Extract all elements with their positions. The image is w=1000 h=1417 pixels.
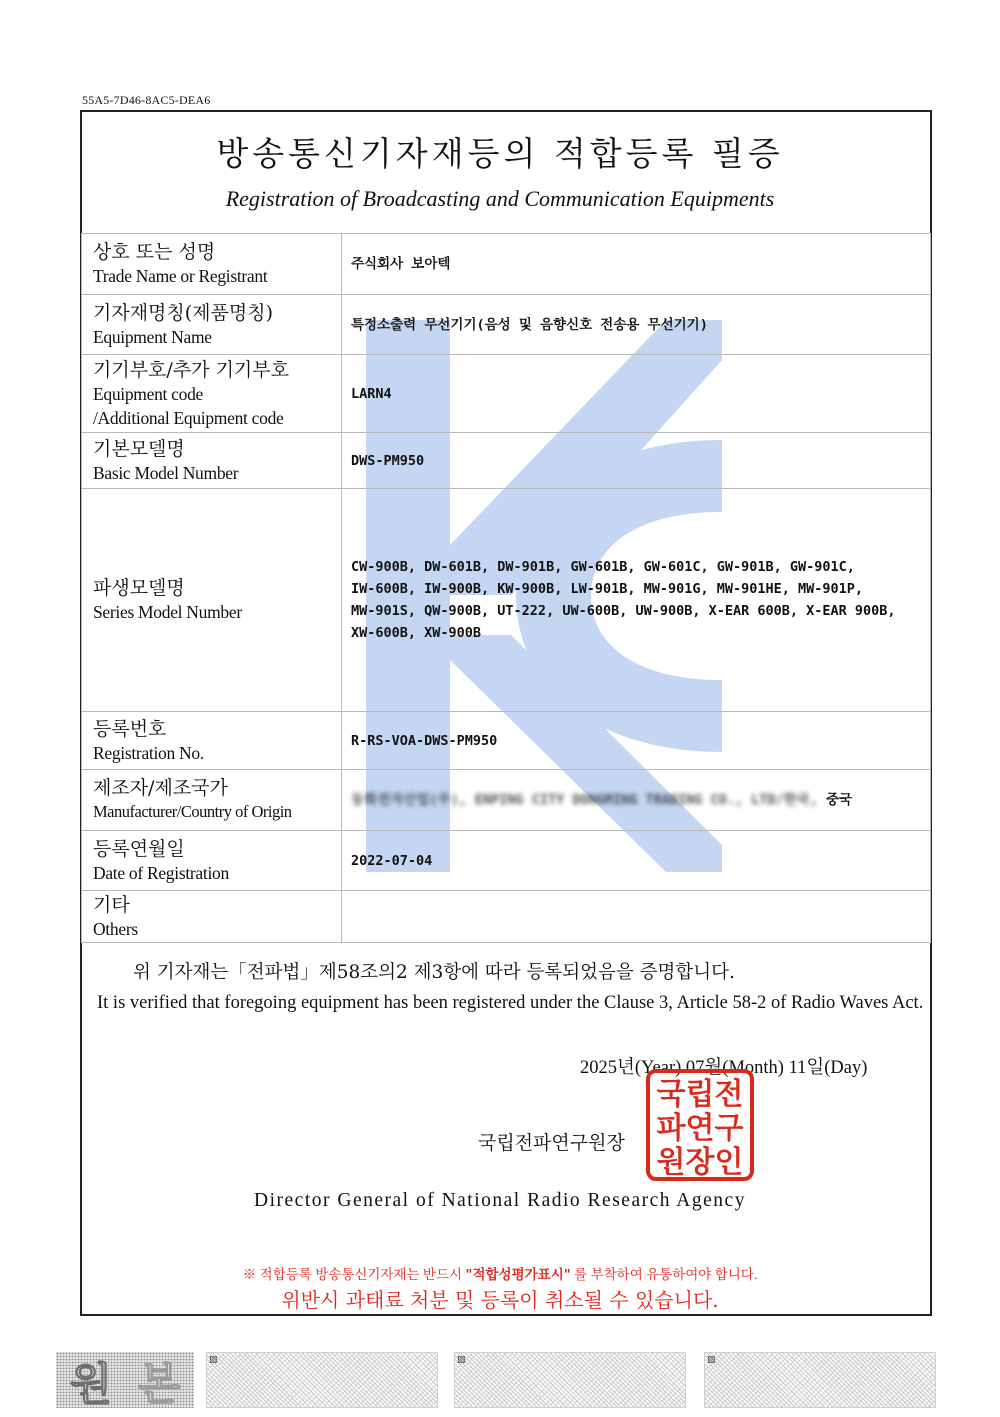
basic-model-value: DWS-PM950 — [342, 433, 931, 489]
series-model-value — [342, 489, 931, 712]
trade-name-value: 주식회사 보아텍 — [342, 234, 931, 295]
registration-date-value: 2022-07-04 — [342, 831, 931, 891]
director-title: Director General of National Radio Research Agency — [254, 1190, 746, 1211]
field-label — [82, 234, 342, 295]
label-english: Date of Registration — [93, 862, 229, 883]
field-label — [82, 295, 342, 355]
table-row — [82, 712, 931, 770]
table-row — [82, 831, 931, 891]
original-mark-char-2: 본 — [137, 1359, 181, 1408]
title-english: Registration of Broadcasting and Communication Equipments — [225, 186, 775, 211]
notice-penalty: 위반시 과태료 처분 및 등록이 취소될 수 있습니다. — [281, 1288, 719, 1312]
equipment-code-value: LARN4 — [342, 355, 931, 433]
table-row — [82, 770, 931, 831]
label-english: Equipment Name — [93, 326, 212, 347]
security-pattern-strip: ▨ — [206, 1352, 438, 1408]
field-label — [82, 831, 342, 891]
label-english: Registration No. — [93, 742, 204, 763]
label-korean: 기타 — [93, 893, 130, 916]
series-model-line: CW-900B, DW-601B, DW-901B, GW-601B, GW-601C, GW-901B, GW-901C, — [351, 559, 855, 575]
official-seal — [645, 1068, 755, 1182]
field-label — [82, 489, 342, 712]
title-korean: 방송통신기자재등의 적합등록 필증 — [216, 134, 784, 173]
seal-line: 파연구 — [656, 1111, 744, 1146]
notice-suffix: 를 부착하여 유통하여야 합니다. — [574, 1267, 758, 1282]
table-row — [82, 234, 931, 295]
label-korean: 파생모델명 — [93, 577, 185, 599]
field-label — [82, 355, 342, 433]
notice-prefix: ※ 적합등록 방송통신기자재는 반드시 — [242, 1267, 463, 1282]
security-pattern-strip: ▨ — [454, 1352, 686, 1408]
statement-english: It is verified that foregoing equipment has been registered under the Clause 3, Article 58-2 of Radio Waves Act. — [97, 993, 924, 1013]
series-model-line: IW-600B, IW-900B, KW-900B, LW-901B, MW-901G, MW-901HE, MW-901P, — [351, 581, 864, 597]
label-korean: 등록번호 — [93, 717, 167, 740]
country-of-origin: 중국 — [826, 792, 853, 808]
label-korean: 기본모델명 — [93, 437, 185, 460]
series-model-line: XW-600B, XW-900B — [351, 625, 482, 641]
label-english: Equipment code — [93, 383, 204, 404]
registration-number-value: R-RS-VOA-DWS-PM950 — [342, 712, 931, 770]
label-korean: 기기부호/추가 기기부호 — [93, 358, 289, 381]
label-english-2: /Additional Equipment code — [93, 407, 284, 428]
table-row — [82, 355, 931, 433]
document-id: 55A5-7D46-8AC5-DEA6 — [82, 93, 211, 107]
label-korean: 등록연월일 — [93, 837, 185, 860]
label-english: Others — [93, 918, 138, 939]
table-row — [82, 489, 931, 712]
original-document-mark — [56, 1352, 194, 1408]
statement-korean: 위 기자재는「전파법」제58조의2 제3항에 따라 등록되었음을 증명합니다. — [133, 962, 735, 983]
notice-label-requirement — [0, 1263, 1000, 1283]
series-model-line: MW-901S, QW-900B, UT-222, UW-600B, UW-900B, X-EAR 600B, X-EAR 900B, — [351, 603, 896, 619]
manufacturer-name-redacted: 동화전자산업(주), ENPING CITY DONGMING TRADING CO., LTD/한국, — [351, 792, 818, 808]
field-label — [82, 712, 342, 770]
label-english: Basic Model Number — [93, 462, 239, 483]
label-english: Series Model Number — [93, 602, 242, 622]
equipment-name-value: 특정소출력 무선기기(음성 및 음향신호 전송용 무선기기) — [342, 295, 931, 355]
registration-table — [81, 233, 931, 943]
label-korean: 상호 또는 성명 — [93, 241, 216, 263]
field-label — [82, 433, 342, 489]
table-row — [82, 295, 931, 355]
label-english: Trade Name or Registrant — [93, 266, 268, 286]
issue-date: 2025년(Year) 07월(Month) 11일(Day) — [580, 1058, 868, 1078]
original-mark-char-1: 원 — [69, 1359, 113, 1408]
notice-highlight: "적합성평가표시" — [465, 1267, 571, 1283]
label-korean: 기자재명칭(제품명칭) — [93, 301, 274, 324]
label-english: Manufacturer/Country of Origin — [93, 802, 292, 821]
security-pattern-strip: ▨ — [704, 1352, 936, 1408]
others-value — [342, 891, 931, 943]
label-korean: 제조자/제조국가 — [93, 777, 228, 799]
table-row — [82, 891, 931, 943]
seal-line: 원장인 — [656, 1145, 744, 1180]
field-label — [82, 770, 342, 831]
seal-line: 국립전 — [656, 1077, 744, 1112]
security-footer — [56, 1352, 944, 1408]
table-row — [82, 433, 931, 489]
field-label — [82, 891, 342, 943]
manufacturer-value — [342, 770, 931, 831]
issuer-korean: 국립전파연구원장 — [478, 1132, 625, 1154]
